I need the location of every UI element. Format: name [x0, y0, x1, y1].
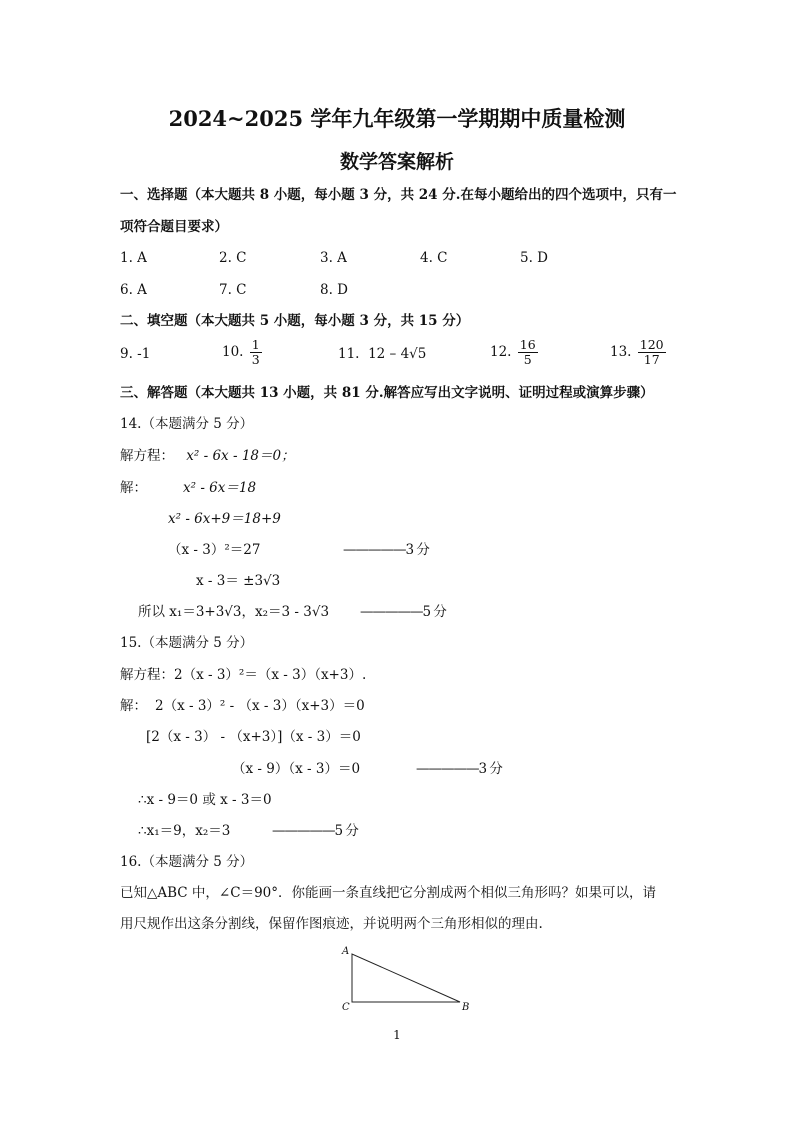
q14-step5: 所以 x₁＝3+3√3，x₂＝3 - 3√3	[138, 604, 330, 620]
answer-9: 9. -1	[120, 346, 151, 362]
section1-heading-line1: 一、选择题（本大题共 8 小题，每小题 3 分，共 24 分.在每小题给出的四个选项中，只有一	[120, 187, 677, 203]
page-title: 2024~2025 学年九年级第一学期期中质量检测	[168, 106, 626, 131]
q14-problem-prefix: 解方程：	[120, 448, 174, 464]
answer-12	[490, 338, 540, 367]
q15-step3: （x - 9）（x - 3）＝0	[232, 761, 361, 777]
answer-10-label: 10.	[222, 344, 244, 360]
q14-solution-prefix: 解：	[120, 480, 147, 496]
q15-step1: 2（x - 3）² - （x - 3）（x+3）＝0	[155, 698, 365, 714]
q14-step4: x - 3＝ ±3√3	[196, 573, 281, 589]
section1-heading-line2: 项符合题目要求）	[120, 219, 228, 235]
q15-step2: [2（x - 3） - （x+3）]（x - 3）＝0	[146, 729, 361, 745]
q14-title: 14.（本题满分 5 分）	[120, 416, 254, 432]
triangle-figure	[336, 946, 476, 1016]
q16-text-line1: 已知△ABC 中，∠C＝90°．你能画一条直线把它分割成两个相似三角形吗？如果可以，请	[120, 885, 656, 901]
q14-problem	[120, 447, 295, 465]
q16-title: 16.（本题满分 5 分）	[120, 854, 254, 870]
q15-step5-score: —————5 分	[272, 823, 358, 839]
answer-13-fraction	[638, 338, 666, 367]
q15-problem: 解方程：2（x - 3）²＝（x - 3）（x+3）.	[120, 667, 367, 683]
triangle-svg	[336, 946, 476, 1016]
triangle-abc	[352, 954, 460, 1002]
answer-13	[610, 338, 668, 367]
fraction-denominator: 5	[523, 352, 532, 367]
page-number: 1	[393, 1028, 401, 1042]
fraction-numerator: 120	[639, 337, 664, 352]
section2-heading: 二、填空题（本大题共 5 小题，每小题 3 分，共 15 分）	[120, 313, 470, 329]
answer-5: 5. D	[520, 250, 548, 266]
fraction-denominator: 3	[251, 352, 260, 367]
answer-7: 7. C	[219, 282, 247, 298]
q14-step3: （x - 3）²＝27	[168, 542, 261, 558]
answer-8: 8. D	[320, 282, 348, 298]
answer-4: 4. C	[420, 250, 448, 266]
answer-2: 2. C	[219, 250, 247, 266]
answer-3: 3. A	[320, 250, 347, 266]
answer-12-fraction	[518, 338, 538, 367]
q15-step3-score: —————3 分	[416, 761, 502, 777]
q15-solution-prefix: 解：	[120, 698, 147, 714]
section3-heading: 三、解答题（本大题共 13 小题，共 81 分.解答应写出文字说明、证明过程或演算步骤）	[120, 385, 654, 401]
q16-text-line2: 用尺规作出这条分割线，保留作图痕迹，并说明两个三角形相似的理由.	[120, 916, 543, 932]
q15-step5: ∴x₁＝9，x₂＝3	[138, 823, 231, 839]
answer-11-label: 11.	[338, 346, 360, 362]
answer-12-label: 12.	[490, 344, 512, 360]
q15-step4: ∴x - 9＝0 或 x - 3＝0	[138, 792, 272, 808]
answer-11	[338, 345, 426, 363]
answer-10-fraction	[250, 338, 262, 367]
fraction-numerator: 16	[519, 337, 536, 352]
q15-title: 15.（本题满分 5 分）	[120, 635, 254, 651]
q14-step5-score: —————5 分	[360, 604, 446, 620]
vertex-b-label: B	[462, 1002, 470, 1013]
q14-problem-equation: x² - 6x - 18＝0；	[186, 448, 295, 464]
answer-1: 1. A	[120, 250, 147, 266]
answer-10	[222, 338, 264, 367]
fraction-denominator: 17	[643, 352, 660, 367]
vertex-a-label: A	[342, 946, 350, 957]
fraction-numerator: 1	[251, 337, 260, 352]
q14-step3-score: —————3 分	[343, 542, 429, 558]
q14-step1: x² - 6x＝18	[183, 480, 257, 496]
answer-6: 6. A	[120, 282, 147, 298]
answer-11-expr: 12 – 4√5	[368, 346, 427, 362]
answer-13-label: 13.	[610, 344, 632, 360]
vertex-c-label: C	[342, 1002, 350, 1013]
page-subtitle: 数学答案解析	[339, 151, 454, 173]
q14-step2: x² - 6x+9＝18+9	[168, 511, 281, 527]
